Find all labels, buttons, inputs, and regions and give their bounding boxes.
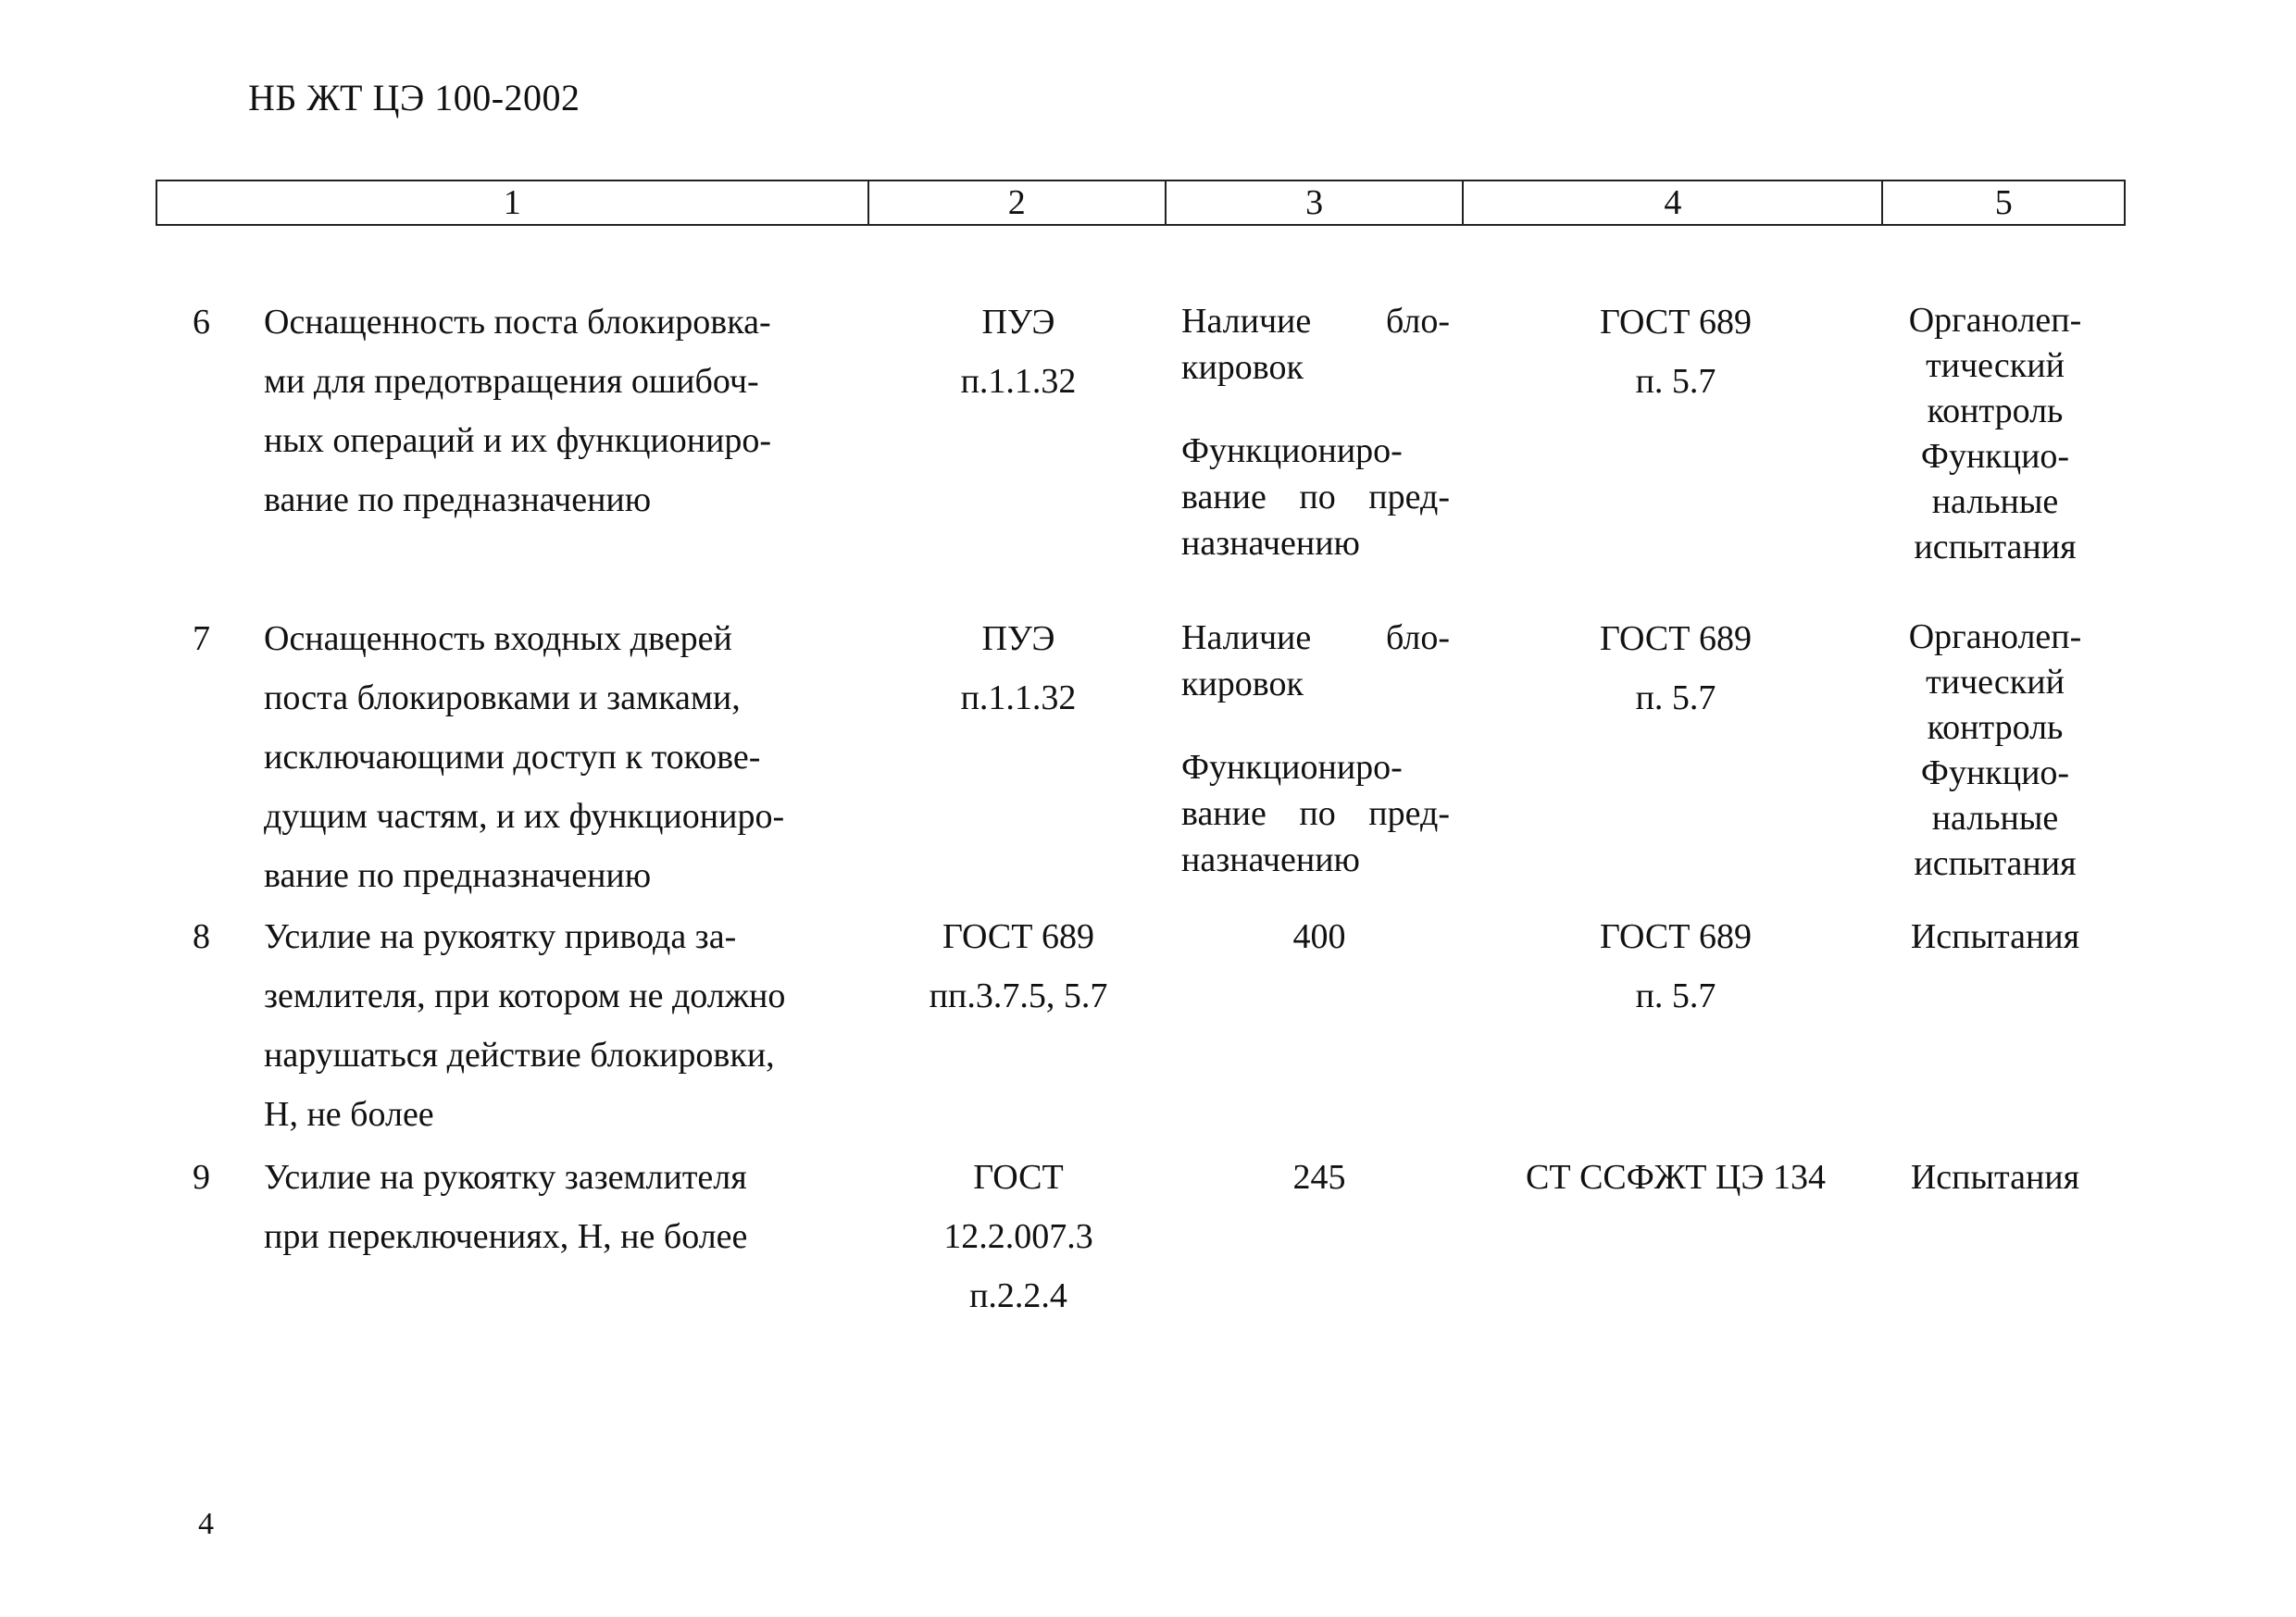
description-line: Усилие на рукоятку привода за- xyxy=(264,917,737,956)
description-line: ных операций и их функциониро- xyxy=(264,421,772,460)
required-value: 400 xyxy=(1292,917,1346,956)
column-number-1: 1 xyxy=(157,181,869,224)
control-line: испытания xyxy=(1914,844,2077,883)
value-line: Наличие блo- xyxy=(1181,302,1450,341)
control-line: нальные xyxy=(1931,799,2059,838)
control-line: контроль xyxy=(1927,708,2064,747)
required-value xyxy=(1181,615,1450,883)
description-line: поста блокировками и замками, xyxy=(264,678,741,717)
column-number-3: 3 xyxy=(1167,181,1464,224)
required-value: 245 xyxy=(1292,1158,1346,1197)
normative-reference xyxy=(870,1148,1167,1325)
parameter-description xyxy=(264,292,856,529)
control-line: Испытания xyxy=(1910,917,2080,956)
control-line: тический xyxy=(1926,346,2065,385)
value-line: кировок xyxy=(1181,665,1304,703)
description-line: вание по предназначению xyxy=(264,856,652,895)
method-line: п. 5.7 xyxy=(1635,976,1716,1015)
required-value xyxy=(1181,298,1450,566)
control-type xyxy=(1861,615,2129,887)
parameter-description xyxy=(264,1148,856,1266)
normative-reference xyxy=(870,292,1167,411)
control-line: Органолеп- xyxy=(1908,617,2082,656)
control-line: испытания xyxy=(1914,528,2077,566)
control-line: Функцио- xyxy=(1920,437,2070,476)
row-number: 6 xyxy=(193,303,210,342)
reference-line: пп.3.7.5, 5.7 xyxy=(929,976,1108,1015)
row-number: 9 xyxy=(193,1158,210,1197)
column-number-5: 5 xyxy=(1994,183,2013,222)
method-line: ГОСТ 689 xyxy=(1600,619,1752,658)
value-line: кировок xyxy=(1181,348,1304,387)
row-number: 8 xyxy=(193,917,210,956)
description-line: Оснащенность входных дверей xyxy=(264,619,732,658)
method-line: ГОСТ 689 xyxy=(1600,303,1752,342)
value-line: вание по пред- xyxy=(1181,794,1450,833)
control-type xyxy=(1861,298,2129,570)
column-number-4: 4 xyxy=(1464,181,1883,224)
value-line: Функциониро- xyxy=(1181,748,1403,787)
reference-line: ГОСТ xyxy=(973,1158,1064,1197)
description-line: Оснащенность поста блокировка- xyxy=(264,303,771,342)
reference-line: ПУЭ xyxy=(981,303,1055,342)
reference-line: п.1.1.32 xyxy=(960,678,1077,717)
method-line: п. 5.7 xyxy=(1635,678,1716,717)
control-line: Органолеп- xyxy=(1908,301,2082,340)
test-method xyxy=(1472,1148,1879,1207)
description-line: при переключениях, Н, не более xyxy=(264,1217,748,1256)
control-type xyxy=(1861,1148,2129,1207)
test-method xyxy=(1472,292,1879,411)
description-line: вание по предназначению xyxy=(264,480,652,519)
control-type xyxy=(1861,907,2129,966)
parameter-description xyxy=(264,609,856,905)
reference-line: ГОСТ 689 xyxy=(942,917,1094,956)
page-number: 4 xyxy=(198,1507,214,1541)
description-line: ми для предотвращения ошибоч- xyxy=(264,362,759,401)
description-line: исключающими доступ к токове- xyxy=(264,738,761,777)
parameter-description xyxy=(264,907,856,1144)
description-line: Н, не более xyxy=(264,1095,434,1134)
method-line: СТ ССФЖТ ЦЭ 134 xyxy=(1526,1158,1826,1197)
test-method xyxy=(1472,609,1879,728)
reference-line: ПУЭ xyxy=(981,619,1055,658)
description-line: дущим частям, и их функциониро- xyxy=(264,797,785,836)
reference-line: п.2.2.4 xyxy=(969,1276,1067,1315)
reference-line: 12.2.007.3 xyxy=(943,1217,1093,1256)
value-line: Наличие бло- xyxy=(1181,618,1450,657)
value-line: назначению xyxy=(1181,524,1360,563)
control-line: нальные xyxy=(1931,482,2059,521)
reference-line: п.1.1.32 xyxy=(960,362,1077,401)
description-line: Усилие на рукоятку заземлителя xyxy=(264,1158,747,1197)
row-number: 7 xyxy=(193,619,210,658)
control-line: Функцио- xyxy=(1920,753,2070,792)
control-line: Испытания xyxy=(1910,1158,2080,1197)
column-number-header xyxy=(156,180,2126,226)
normative-reference xyxy=(870,609,1167,728)
value-line: назначению xyxy=(1181,840,1360,879)
value-line: Функциониро- xyxy=(1181,431,1403,470)
test-method xyxy=(1472,907,1879,1026)
column-number-2: 2 xyxy=(869,181,1167,224)
method-line: п. 5.7 xyxy=(1635,362,1716,401)
document-code: НБ ЖТ ЦЭ 100-2002 xyxy=(248,77,580,118)
value-line: вание по пред- xyxy=(1181,478,1450,516)
method-line: ГОСТ 689 xyxy=(1600,917,1752,956)
control-line: контроль xyxy=(1927,392,2064,430)
description-line: нарушаться действие блокировки, xyxy=(264,1036,775,1075)
description-line: землителя, при котором не должно xyxy=(264,976,786,1015)
normative-reference xyxy=(870,907,1167,1026)
control-line: тический xyxy=(1926,663,2065,702)
